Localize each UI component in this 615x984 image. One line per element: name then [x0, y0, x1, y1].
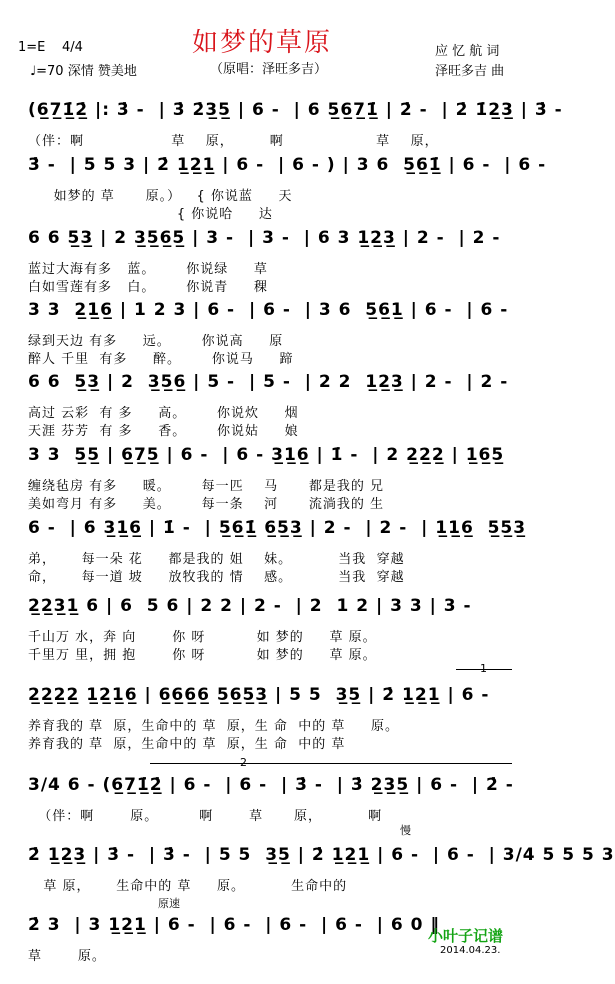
key-signature: 1=E [18, 40, 46, 55]
lyric-line: （伴：啊 原。 啊 草 原， 啊 [28, 809, 383, 824]
notes-line: 2̇ 3 | 3 1̲2̲1̲ | 6 - | 6 - | 6 - | 6 - | 6 0 ‖ [28, 915, 440, 935]
lyric-line: 缠绕毡房 有多 暖。 每一匹 马 都是我的 兄 [28, 479, 385, 494]
lyric-line: 高过 云彩 有 多 高。 你说炊 烟 [28, 406, 299, 421]
notes-line: 3/4 6 - (6̲7̲1̲̇2̲̇ | 6 - | 6 - | 3̇ - | 3̇ 2̲3̲5̲ | 6 - | 2̇ - [28, 775, 514, 795]
lyric-line: （伴：啊 草 原， 啊 草 原， [28, 134, 439, 149]
lyricist: 应 忆 航 词 [435, 44, 500, 59]
tempo-back-mark: 原速 [158, 897, 180, 910]
singer: （原唱：泽旺多吉） [210, 62, 328, 77]
lyric-line: 草 原。 [28, 949, 106, 964]
lyric-line: 命， 每一道 坡 放牧我的 情 感。 当我 穿越 [28, 570, 405, 585]
notes-line: 2̇ 1̲2̲3̲ | 3̇ - | 3̇ - | 5 5 3̲5̲ | 2̇ 1̲2̲1̲ | 6 - | 6 - | 3/4 5 5 5 3 [28, 845, 615, 865]
date: 2014.04.23. [440, 945, 501, 956]
notes-line: 2̲2̲2̲2̲ 1̲2̲1̲6̲ | 6̲6̲6̲6̲ 5̲6̲5̲3̲ | 5 5 3̲5̲ | 2̇ 1̲2̲1̲ | 6 - [28, 685, 490, 705]
slow-mark: 慢 [400, 824, 411, 837]
lyric-line: 美如弯月 有多 美。 每一条 河 流淌我的 生 [28, 497, 385, 512]
notes-line: 3 3 5̲5̲ | 6̲7̲5̲ | 6 - | 6 - 3̲1̲6̲ | 1̇ - | 2 2̲2̲2̲ | 1̲6̲5̲ [28, 445, 505, 465]
notes-line: 2̲2̲3̲1̲ 6 | 6 5 6 | 2 2 | 2 - | 2 1 2 | 3 3 | 3 - [28, 596, 472, 616]
lyric-line: 醉人 千里 有多 醉。 你说马 蹄 [28, 352, 294, 367]
lyric-line: 蓝过大海有多 蓝。 你说绿 草 [28, 262, 268, 277]
lyric-line: 绿到天边 有多 远。 你说高 原 [28, 334, 284, 349]
brand-logo: 小叶子记谱 [428, 927, 504, 945]
notes-line: 6 6 5̲3̲ | 2 3̲5̲6̲5̲ | 3 - | 3 - | 6 3 1̲2̲3̲ | 2 - | 2 - [28, 228, 501, 248]
lyric-line: 草 原， 生命中的 草 原。 生命中的 [28, 879, 348, 894]
tempo: ♩=70 深情 赞美地 [30, 64, 137, 79]
notes-line: 6 6 5̲3̲ | 2 3̲5̲6̲ | 5 - | 5 - | 2 2 1̲2̲3̲ | 2 - | 2 - [28, 372, 509, 392]
lyric-line: 养育我的 草 原，生命中的 草 原，生 命 中的 草 原。 [28, 719, 399, 734]
lyric-line: 天涯 芬芳 有 多 香。 你说姑 娘 [28, 424, 299, 439]
lyric-line: 养育我的 草 原，生命中的 草 原，生 命 中的 草 [28, 737, 346, 752]
lyric-line: 弟， 每一朵 花 都是我的 姐 妹。 当我 穿越 [28, 552, 405, 567]
notes-line: 3 3 2̲1̲6̲ | 1 2 3 | 6 - | 6 - | 3 6 5̲6̲1̲ | 6 - | 6 - [28, 300, 509, 320]
composer: 泽旺多吉 曲 [435, 64, 505, 79]
lyric-line: { 你说哈 达 [28, 207, 273, 222]
notes-line: 6 - | 6 3̲1̲6̲ | 1̇ - | 5̲6̲1̲̇ 6̲5̲3̲ | 2 - | 2 - | 1̲1̲6̲ 5̲5̲3̲ [28, 518, 527, 538]
lyric-line: 如梦的 草 原。） { 你说蓝 天 [28, 189, 293, 204]
page-title: 如梦的草原 [192, 28, 333, 58]
lyric-line: 千山万 水，奔 向 你 呀 如 梦的 草 原。 [28, 630, 377, 645]
time-signature: 4/4 [62, 40, 83, 55]
lyric-line: 千里万 里，拥 抱 你 呀 如 梦的 草 原。 [28, 648, 377, 663]
notes-line: 3̇ - | 5 5 3 | 2̇ 1̲2̲1̲ | 6 - | 6 - ) | 3 6 5̲6̲1̲̇ | 6 - | 6 - [28, 155, 547, 175]
lyric-line: 白如雪莲有多 白。 你说青 稞 [28, 280, 268, 295]
notes-line: (6̲7̲1̲̇2̲̇ |: 3̇ - | 3̇ 2̇3̲5̲ | 6 - | 6 5̲6̲7̲1̲̇ | 2̇ - | 2̇ 1̇2̲3̲ | 3̇ - [28, 100, 563, 120]
